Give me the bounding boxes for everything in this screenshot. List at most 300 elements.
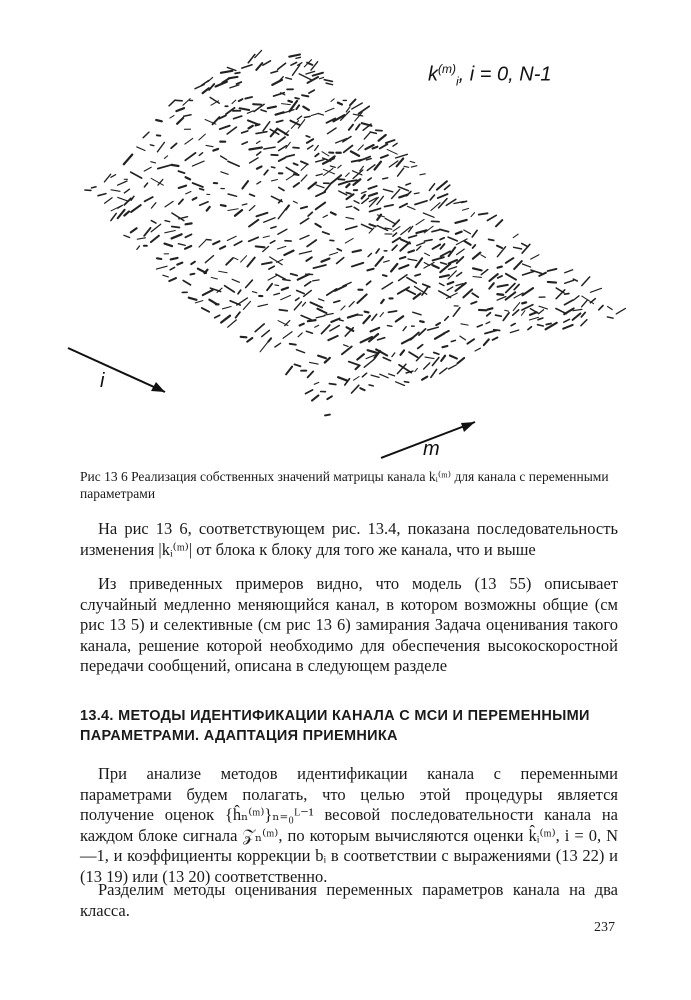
surface-stroke — [352, 103, 363, 109]
surface-stroke — [322, 259, 330, 262]
surface-stroke — [407, 278, 416, 284]
surface-stroke — [530, 312, 537, 315]
surface-stroke — [302, 95, 308, 96]
surface-stroke — [228, 194, 237, 196]
surface-stroke — [239, 99, 243, 101]
surface-stroke — [327, 396, 332, 399]
surface-stroke — [151, 224, 161, 232]
surface-stroke — [206, 145, 213, 146]
surface-stroke — [124, 235, 130, 237]
surface-stroke — [424, 363, 430, 369]
surface-stroke — [249, 206, 255, 211]
surface-stroke — [340, 320, 344, 321]
surface-stroke — [420, 321, 424, 322]
surface-stroke — [238, 290, 241, 294]
axis-m-label: m — [423, 438, 440, 460]
surface-stroke — [539, 306, 547, 309]
surface-stroke — [118, 181, 127, 185]
surface-stroke — [382, 282, 392, 289]
surface-stroke — [311, 62, 318, 70]
surface-stroke — [368, 178, 371, 180]
surface-stroke — [538, 318, 543, 320]
surface-stroke — [440, 275, 449, 277]
surface-stroke — [256, 124, 260, 125]
surface-stroke — [403, 327, 406, 331]
surface-stroke — [364, 132, 370, 139]
surface-stroke — [193, 198, 197, 200]
surface-stroke — [177, 118, 183, 124]
surface-stroke — [183, 99, 190, 106]
surface-stroke — [296, 105, 299, 109]
surface-stroke — [137, 246, 140, 249]
surface-stroke — [157, 142, 164, 151]
surface-stroke — [362, 195, 365, 199]
surface-stroke — [330, 326, 339, 331]
surface-stroke — [349, 125, 353, 130]
surface-stroke — [298, 274, 310, 280]
surface-stroke — [111, 213, 116, 220]
surface-stroke — [250, 158, 259, 163]
surface-stroke — [413, 312, 421, 315]
surface-stroke — [191, 274, 195, 275]
surface-stroke — [262, 262, 272, 264]
surface-stroke — [329, 384, 335, 385]
surface-stroke — [295, 98, 299, 99]
surface-stroke — [195, 301, 203, 303]
surface-stroke — [338, 377, 347, 381]
surface-stroke — [481, 255, 486, 258]
surface-stroke — [546, 324, 551, 325]
surface-stroke — [352, 263, 363, 267]
surface-stroke — [573, 314, 581, 320]
surface-stroke — [170, 267, 175, 269]
surface-stroke — [346, 217, 354, 219]
surface-stroke — [256, 132, 267, 134]
surface-stroke — [257, 182, 261, 184]
surface-stroke — [341, 306, 345, 310]
axis-i-label: i — [100, 370, 105, 392]
surface-stroke — [582, 277, 590, 286]
surface-stroke — [371, 375, 379, 377]
surface-stroke — [443, 346, 448, 347]
surface-stroke — [439, 283, 444, 285]
surface-stroke — [264, 147, 275, 149]
surface-stroke — [438, 194, 448, 198]
surface-stroke — [581, 312, 585, 317]
surface-stroke — [314, 382, 319, 384]
surface-stroke — [548, 282, 556, 283]
surface-stroke — [342, 347, 352, 355]
surface-stroke — [104, 174, 110, 182]
surface-stroke — [489, 283, 494, 288]
surface-stroke — [200, 202, 208, 205]
surface-stroke — [257, 152, 261, 155]
surface-stroke — [286, 367, 292, 375]
surface-stroke — [396, 382, 405, 386]
surface-stroke — [294, 183, 300, 187]
surface-stroke — [281, 295, 291, 299]
surface-stroke — [291, 274, 297, 276]
surface-stroke — [380, 144, 388, 148]
surface-stroke — [365, 312, 369, 313]
surface-stroke — [409, 235, 417, 237]
surface-stroke — [440, 229, 449, 231]
surface-stroke — [396, 316, 403, 321]
surface-stroke — [211, 101, 219, 105]
surface-stroke — [389, 374, 395, 376]
surface-stroke — [328, 336, 337, 340]
surface-stroke — [186, 192, 191, 194]
surface-stroke — [286, 206, 289, 210]
surface-stroke — [249, 220, 258, 227]
surface-stroke — [294, 174, 299, 175]
surface-stroke — [339, 182, 348, 185]
surface-stroke — [376, 249, 379, 253]
surface-stroke — [315, 146, 319, 151]
surface-stroke — [256, 63, 262, 70]
surface-stroke — [433, 245, 441, 249]
surface-stroke — [319, 299, 324, 301]
surface-stroke — [221, 316, 230, 323]
surface-stroke — [369, 224, 375, 226]
surface-stroke — [247, 338, 252, 342]
surface-stroke — [473, 253, 480, 259]
surface-stroke — [464, 230, 471, 234]
surface-stroke — [330, 166, 335, 167]
surface-stroke — [581, 320, 587, 326]
surface-stroke — [506, 258, 514, 263]
surface-stroke — [528, 327, 532, 330]
surface-stroke — [564, 309, 573, 315]
surface-stroke — [232, 100, 236, 104]
surface-stroke — [607, 317, 613, 318]
surface-stroke — [157, 258, 161, 259]
surface-stroke — [255, 324, 264, 332]
surface-stroke — [408, 259, 417, 261]
surface-stroke — [346, 226, 357, 229]
surface-stroke — [430, 195, 434, 200]
surface-stroke — [237, 82, 242, 84]
surface-stroke — [463, 208, 469, 210]
surface-stroke — [464, 241, 470, 245]
surface-stroke — [322, 325, 330, 334]
surface-stroke — [151, 203, 156, 208]
surface-stroke — [260, 342, 268, 352]
surface-stroke — [269, 266, 274, 269]
surface-stroke — [172, 227, 180, 228]
surface-stroke — [293, 148, 299, 149]
surface-stroke — [185, 153, 195, 160]
surface-stroke — [247, 111, 253, 114]
surface-stroke — [284, 251, 293, 255]
surface-stroke — [124, 155, 132, 165]
surface-stroke — [590, 299, 595, 303]
surface-stroke — [301, 207, 307, 209]
surface-stroke — [457, 358, 464, 364]
surface-stroke — [243, 301, 250, 309]
surface-stroke — [177, 263, 182, 265]
surface-stroke — [381, 155, 388, 158]
surface-stroke — [261, 110, 266, 112]
surface-stroke — [206, 240, 211, 241]
surface-stroke — [279, 187, 284, 190]
surface-stroke — [208, 77, 213, 81]
surface-stroke — [263, 61, 271, 65]
surface-stroke — [424, 240, 432, 241]
surface-stroke — [531, 255, 539, 259]
surface-stroke — [487, 215, 496, 220]
surface-stroke — [156, 120, 162, 121]
surface-stroke — [257, 141, 261, 143]
surface-stroke — [145, 197, 153, 201]
surface-stroke — [282, 104, 291, 105]
surface-stroke — [548, 269, 557, 271]
surface-stroke — [151, 221, 156, 224]
surface-stroke — [451, 340, 455, 341]
surface-stroke — [498, 276, 502, 278]
surface-stroke — [277, 259, 283, 262]
surface-stroke — [397, 159, 404, 167]
page-number: 237 — [594, 920, 615, 935]
surface-stroke — [346, 173, 350, 177]
surface-stroke — [242, 131, 248, 133]
surface-stroke — [318, 356, 326, 359]
surface-stroke — [314, 265, 326, 268]
surface-stroke — [309, 183, 317, 189]
surface-stroke — [514, 285, 519, 290]
surface-stroke — [179, 186, 186, 188]
surface-stroke — [441, 263, 447, 265]
surface-stroke — [242, 142, 247, 144]
surface-stroke — [510, 330, 519, 333]
surface-stroke — [98, 194, 106, 196]
surface-stroke — [401, 350, 405, 354]
surface-stroke — [299, 251, 311, 254]
surface-stroke — [203, 290, 213, 295]
surface-stroke — [417, 243, 425, 246]
surface-stroke — [301, 161, 308, 164]
surface-stroke — [400, 242, 409, 250]
surface-stroke — [124, 189, 129, 193]
surface-stroke — [364, 359, 374, 367]
surface-stroke — [323, 232, 329, 234]
surface-stroke — [337, 258, 344, 264]
surface-stroke — [311, 113, 318, 115]
surface-stroke — [392, 245, 397, 250]
surface-stroke — [316, 174, 322, 176]
surface-stroke — [353, 250, 361, 252]
surface-stroke — [522, 243, 528, 246]
surface-stroke — [456, 232, 462, 234]
surface-stroke — [432, 265, 438, 268]
surface-stroke — [228, 209, 238, 211]
surface-stroke — [223, 307, 232, 309]
surface-stroke — [432, 230, 439, 232]
surface-stroke — [363, 316, 370, 323]
surface-stroke — [473, 277, 481, 278]
surface-stroke — [105, 198, 113, 204]
surface-stroke — [186, 223, 192, 224]
surface-stroke — [150, 145, 154, 146]
surface-stroke — [278, 137, 285, 142]
surface-stroke — [356, 125, 360, 130]
surface-stroke — [350, 99, 356, 105]
surface-stroke — [228, 161, 239, 166]
surface-stroke — [319, 77, 323, 78]
surface-stroke — [496, 220, 502, 226]
surface-stroke — [248, 55, 255, 63]
surface-stroke — [565, 300, 573, 305]
surface-stroke — [353, 114, 363, 116]
surface-stroke — [296, 57, 301, 58]
surface-stroke — [599, 306, 603, 310]
surface-stroke — [325, 108, 334, 112]
surface-stroke — [268, 338, 271, 341]
surface-stroke — [258, 304, 268, 306]
surface-stroke — [352, 385, 359, 393]
surface-stroke — [271, 227, 276, 229]
surface-stroke — [565, 270, 573, 273]
surface-stroke — [472, 293, 478, 297]
surface-stroke — [346, 184, 349, 187]
surface-stroke — [409, 352, 418, 357]
surface-stroke — [308, 371, 314, 377]
surface-stroke — [419, 329, 426, 335]
surface-stroke — [387, 326, 392, 327]
surface-stroke — [249, 126, 253, 129]
surface-stroke — [278, 63, 286, 69]
surface-stroke — [360, 388, 364, 390]
surface-stroke — [479, 213, 488, 214]
surface-stroke — [391, 264, 397, 271]
surface-stroke — [311, 302, 323, 307]
surface-stroke — [522, 264, 530, 267]
surface-stroke — [460, 336, 466, 340]
surface-stroke — [202, 81, 209, 86]
surface-stroke — [272, 180, 278, 181]
surface-stroke — [199, 240, 206, 247]
surface-stroke — [396, 154, 408, 158]
surface-stroke — [450, 356, 457, 359]
surface-stroke — [288, 101, 292, 102]
surface-stroke — [316, 316, 325, 318]
surface-stroke — [225, 286, 235, 292]
surface-stroke — [118, 210, 125, 218]
surface-stroke — [221, 71, 233, 73]
surface-stroke — [296, 350, 304, 353]
surface-stroke — [415, 274, 420, 276]
surface-stroke — [498, 285, 508, 287]
surface-stroke — [143, 132, 149, 138]
surface-stroke — [453, 308, 460, 317]
surface-stroke — [511, 324, 515, 326]
surface-stroke — [385, 205, 394, 207]
surface-stroke — [455, 220, 466, 223]
surface-stroke — [434, 353, 439, 355]
surface-stroke — [441, 356, 445, 361]
surface-stroke — [213, 149, 218, 151]
surface-stroke — [358, 145, 363, 150]
surface-stroke — [497, 246, 502, 248]
axis-m-arrowhead — [461, 422, 475, 432]
surface-stroke — [183, 281, 190, 285]
surface-stroke — [590, 288, 601, 292]
surface-stroke — [298, 333, 302, 337]
surface-stroke — [211, 277, 217, 279]
surface-stroke — [156, 266, 167, 269]
surface-stroke — [306, 331, 312, 333]
surface-stroke — [420, 174, 425, 175]
surface-stroke — [375, 162, 381, 170]
surface-stroke — [398, 168, 404, 176]
surface-stroke — [357, 354, 364, 359]
surface-stroke — [393, 143, 397, 146]
surface-stroke — [368, 253, 371, 256]
surface-stroke — [345, 238, 353, 243]
surface-stroke — [172, 165, 179, 166]
surface-stroke — [503, 313, 509, 321]
surface-stroke — [328, 128, 337, 134]
surface-stroke — [346, 193, 350, 194]
surface-stroke — [447, 287, 453, 291]
surface-stroke — [220, 246, 225, 249]
surface-stroke — [435, 334, 444, 339]
surface-stroke — [415, 368, 418, 371]
surface-stroke — [137, 238, 145, 239]
surface-stroke — [487, 313, 491, 316]
figure-caption: Рис 13 6 Реализация собственных значений матрицы канала kᵢ⁽ᵐ⁾ для канала с переменными параметрами — [80, 469, 609, 501]
surface-stroke — [137, 147, 145, 151]
surface-stroke — [151, 236, 159, 242]
surface-stroke — [384, 261, 390, 263]
surface-stroke — [407, 206, 415, 209]
surface-stroke — [529, 317, 538, 320]
surface-stroke — [473, 268, 482, 270]
surface-stroke — [242, 204, 247, 205]
surface-stroke — [242, 181, 248, 188]
surface-stroke — [178, 244, 185, 246]
surface-stroke — [472, 230, 477, 237]
surface-stroke — [275, 285, 279, 286]
surface-stroke — [163, 275, 169, 277]
surface-stroke — [207, 207, 210, 211]
surface-stroke — [220, 126, 230, 129]
surface-stroke — [338, 165, 341, 168]
surface-plot-figure — [55, 40, 645, 470]
surface-stroke — [219, 271, 227, 273]
surface-stroke — [362, 373, 366, 377]
surface-stroke — [124, 198, 130, 204]
paragraph-1: На рис 13 6, соответствующем рис. 13.4, показана последовательность изменения |kᵢ⁽ᵐ⁾| от блока к блоку для того же канала, что и выше — [80, 519, 618, 559]
surface-stroke — [252, 292, 256, 293]
surface-stroke — [338, 103, 342, 105]
surface-stroke — [356, 366, 360, 370]
surface-stroke — [255, 50, 262, 57]
surface-stroke — [295, 364, 301, 366]
surface-stroke — [331, 212, 336, 214]
surface-stroke — [337, 249, 341, 251]
surface-stroke — [416, 258, 422, 267]
surface-stroke — [289, 55, 300, 57]
surface-stroke — [308, 145, 313, 149]
surface-stroke — [573, 296, 579, 301]
surface-stroke — [264, 170, 268, 175]
surface-stroke — [315, 224, 320, 227]
surface-stroke — [144, 228, 150, 236]
surface-stroke — [369, 193, 377, 196]
surface-stroke — [393, 238, 400, 243]
surface-stroke — [257, 213, 268, 217]
